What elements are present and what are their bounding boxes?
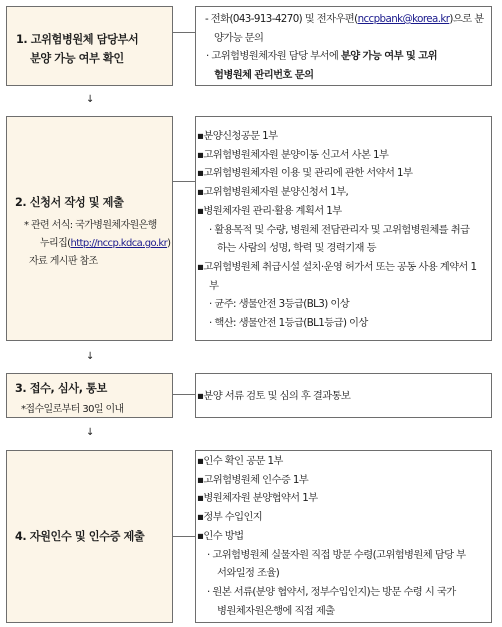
step-4-connector	[173, 536, 195, 537]
step-3-deadline-note: *접수일로부터 30일 이내	[21, 404, 124, 415]
step-2-detail-line: · 활용목적 및 수량, 병원체 전담관리자 및 고위험병원체를 취급	[209, 223, 470, 236]
step-2-detail-line: 부	[209, 279, 219, 292]
email-link[interactable]: nccpbank@korea.kr	[357, 13, 450, 25]
step-4-detail-line: · 원본 서류(분양 협약서, 정부수입인지)는 방문 수령 시 국가	[207, 585, 456, 598]
step-2-detail-line: 하는 사람의 성명, 학력 및 경력기재 등	[217, 242, 376, 255]
step-2-box	[6, 116, 173, 341]
step-4-detail-box	[195, 450, 492, 623]
step-2-detail-line: ▪고위험병원체자원 분양이동 신고서 사본 1부	[197, 148, 389, 161]
step-1-detail-line: 양가능 문의	[214, 31, 264, 44]
step-2-detail-line: ▪고위험병원체자원 분양신청서 1부,	[197, 186, 349, 199]
step-2-detail-line: ▪병원체자원 관리·활용 계획서 1부	[197, 204, 342, 217]
step-1-detail-line: - 전화(043-913-4270) 및 전자우편(nccpbank@korea.kr)으로 분	[205, 13, 484, 25]
step-2-detail-line: ▪분양신청공문 1부	[197, 130, 278, 142]
step-4-detail-line: ▪정부 수입인지	[197, 511, 263, 524]
step-1-box	[6, 6, 173, 86]
step-4-detail-line: ▪인수 방법	[197, 529, 244, 542]
step-4-detail-line: · 고위험병원체 실물자원 직접 방문 수령(고위험병원체 담당 부	[207, 548, 466, 561]
step-4-box	[6, 450, 173, 623]
down-arrow-icon: ↓	[86, 427, 95, 438]
step-2-detail-line: ▪고위험병원체 취급시설 설치·운영 허가서 또는 공동 사용 계약서 1	[197, 260, 477, 273]
step-4-detail-line: 병원체자원은행에 직접 제출	[217, 604, 335, 617]
down-arrow-icon: ↓	[86, 351, 95, 362]
step-4-detail-line: ▪인수 확인 공문 1부	[197, 455, 283, 467]
step-2-detail-box	[195, 116, 492, 341]
step-2-detail-line: ▪고위험병원체자원 이용 및 관리에 관한 서약서 1부	[197, 167, 413, 180]
step-2-detail-line: · 균주: 생물안전 3등급(BL3) 이상	[209, 298, 350, 311]
step-1-detail-line: · 고위험병원체자원 담당 부서에 분양 가능 여부 및 고위	[206, 50, 437, 63]
step-2-connector	[173, 181, 195, 182]
step-2-title: 2. 신청서 작성 및 제출	[15, 196, 124, 209]
step-4-detail-line: ▪병원체자원 분양협약서 1부	[197, 492, 318, 505]
step-4-detail-line: 서와일정 조율)	[217, 567, 280, 580]
step-3-title: 3. 접수, 심사, 통보	[15, 382, 107, 395]
step-1-connector	[173, 32, 195, 33]
step-3-box	[6, 373, 173, 418]
down-arrow-icon: ↓	[86, 94, 95, 105]
step-1-title: 1. 고위험병원체 담당부서	[16, 33, 139, 46]
step-2-detail-line: · 핵산: 생물안전 1등급(BL1등급) 이상	[209, 317, 368, 330]
step-2-form-url-line: 누리집(http://nccp.kdca.go.kr)	[40, 238, 171, 249]
step-3-detail-box	[195, 373, 492, 418]
step-4-title: 4. 자원인수 및 인수증 제출	[15, 530, 145, 543]
step-3-connector	[173, 394, 195, 395]
step-2-form-board: 자료 게시판 참조	[29, 256, 98, 267]
step-1-detail-box	[195, 6, 492, 86]
step-2-form-note: * 관련 서식: 국가병원체자원은행	[24, 220, 157, 231]
step-4-detail-line: ▪고위험병원체 인수증 1부	[197, 473, 309, 486]
step-1-detail-line: 험병원체 관리번호 문의	[214, 69, 314, 82]
step-1-title-line2: 분양 가능 여부 확인	[30, 52, 124, 65]
step-3-detail-line: ▪분양 서류 검토 및 심의 후 결과통보	[197, 390, 351, 402]
website-link[interactable]: http://nccp.kdca.go.kr	[70, 238, 168, 249]
